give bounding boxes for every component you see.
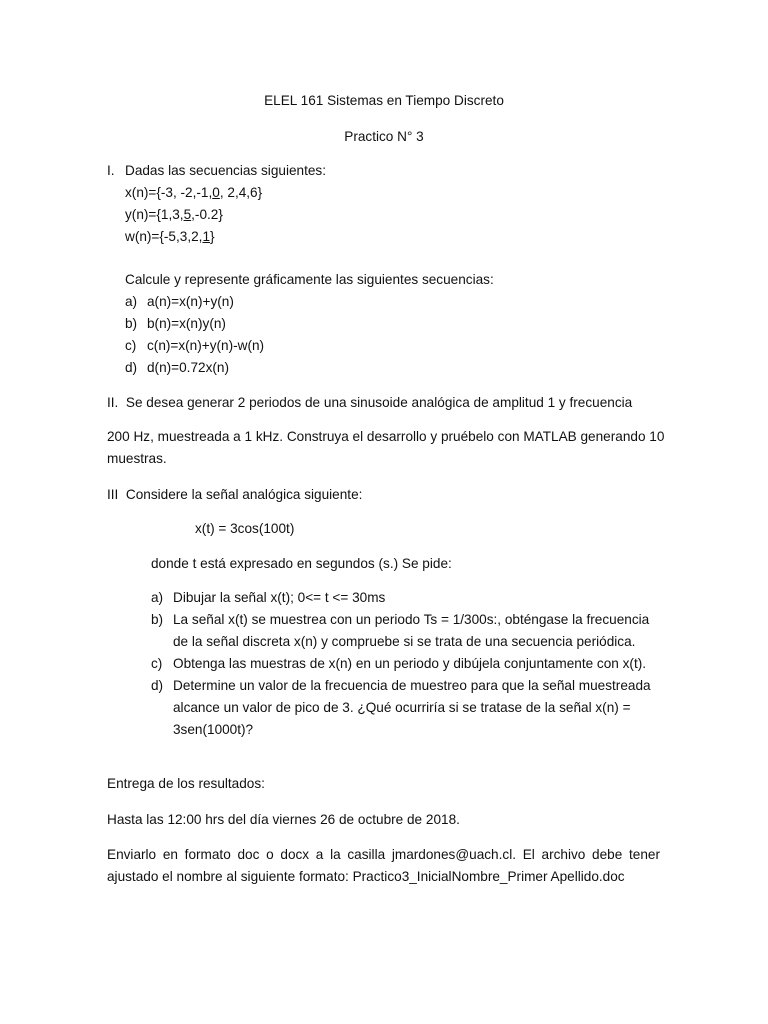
sequence-w — [125, 228, 215, 246]
list-item-text: 3sen(1000t)? — [173, 722, 254, 737]
send-instructions-line-2: ajustado el nombre al siguiente formato: Practico3_InicialNombre_Primer Apellido.doc — [107, 869, 625, 884]
list-item-letter: d) — [151, 678, 164, 693]
list-item-letter: a) — [151, 590, 164, 605]
sequence-x-origin: 0 — [212, 185, 220, 200]
sequence-y — [125, 206, 223, 224]
list-item-text: Determine un valor de la frecuencia de muestreo para que la señal muestreada — [173, 678, 651, 693]
section-3-heading: III Considere la señal analógica siguiente: — [107, 487, 363, 502]
deadline-text: Hasta las 12:00 hrs del día viernes 26 de octubre de 2018. — [107, 812, 460, 827]
list-item-text: de la señal discreta x(n) y compruebe si se trata de una secuencia periódica. — [173, 634, 636, 649]
list-item-letter: c) — [151, 656, 163, 671]
list-item-text: Obtenga las muestras de x(n) en un periodo y dibújela conjuntamente con x(t). — [173, 656, 647, 671]
list-item-text: alcance un valor de pico de 3. ¿Qué ocurriría si se tratase de la señal x(n) = — [173, 700, 631, 715]
list-item-letter: a) — [125, 294, 138, 309]
list-item-text: d(n)=0.72x(n) — [147, 360, 229, 375]
list-item-text: Dibujar la señal x(t); 0<= t <= 30ms — [173, 590, 386, 605]
sequence-w-pre: w(n)={-5,3,2, — [125, 229, 203, 244]
sequence-x-pre: x(n)={-3, -2,-1, — [125, 185, 213, 200]
sequence-x — [125, 184, 262, 202]
sequence-w-origin: 1 — [202, 229, 211, 244]
section-3-formula: x(t) = 3cos(100t) — [195, 521, 295, 536]
list-item-text: b(n)=x(n)y(n) — [147, 316, 226, 331]
list-item-letter: d) — [125, 360, 138, 375]
section-1-intro: Dadas las secuencias siguientes: — [125, 163, 326, 178]
list-item-letter: b) — [151, 612, 164, 627]
section-2-line-1: II. Se desea generar 2 periodos de una sinusoide analógica de amplitud 1 y frecuencia — [107, 395, 633, 410]
section-1-instruction: Calcule y represente gráficamente las siguientes secuencias: — [125, 272, 494, 287]
section-3-where: donde t está expresado en segundos (s.) Se pide: — [151, 556, 452, 571]
list-item-text: a(n)=x(n)+y(n) — [147, 294, 234, 309]
document-title: ELEL 161 Sistemas en Tiempo Discreto — [264, 93, 504, 108]
sequence-x-post: , 2,4,6} — [219, 185, 263, 200]
list-item-letter: c) — [125, 338, 137, 353]
section-2-line-2: 200 Hz, muestreada a 1 kHz. Construya el desarrollo y pruébelo con MATLAB generando 10 — [107, 429, 665, 444]
sequence-y-post: ,-0.2} — [191, 207, 223, 222]
section-1-number: I. — [107, 163, 115, 178]
sequence-y-origin: 5 — [183, 207, 192, 222]
list-item-text: c(n)=x(n)+y(n)-w(n) — [147, 338, 265, 353]
sequence-w-post: } — [210, 229, 215, 244]
section-2-line-3: muestras. — [107, 451, 167, 466]
send-instructions-line-1: Enviarlo en formato doc o docx a la casilla jmardones@uach.cl. El archivo debe tener — [107, 847, 660, 862]
list-item-text: La señal x(t) se muestrea con un periodo Ts = 1/300s:, obténgase la frecuencia — [173, 612, 650, 627]
document-subtitle: Practico N° 3 — [344, 129, 424, 144]
delivery-heading: Entrega de los resultados: — [107, 776, 265, 791]
list-item-letter: b) — [125, 316, 138, 331]
sequence-y-pre: y(n)={1,3, — [125, 207, 184, 222]
